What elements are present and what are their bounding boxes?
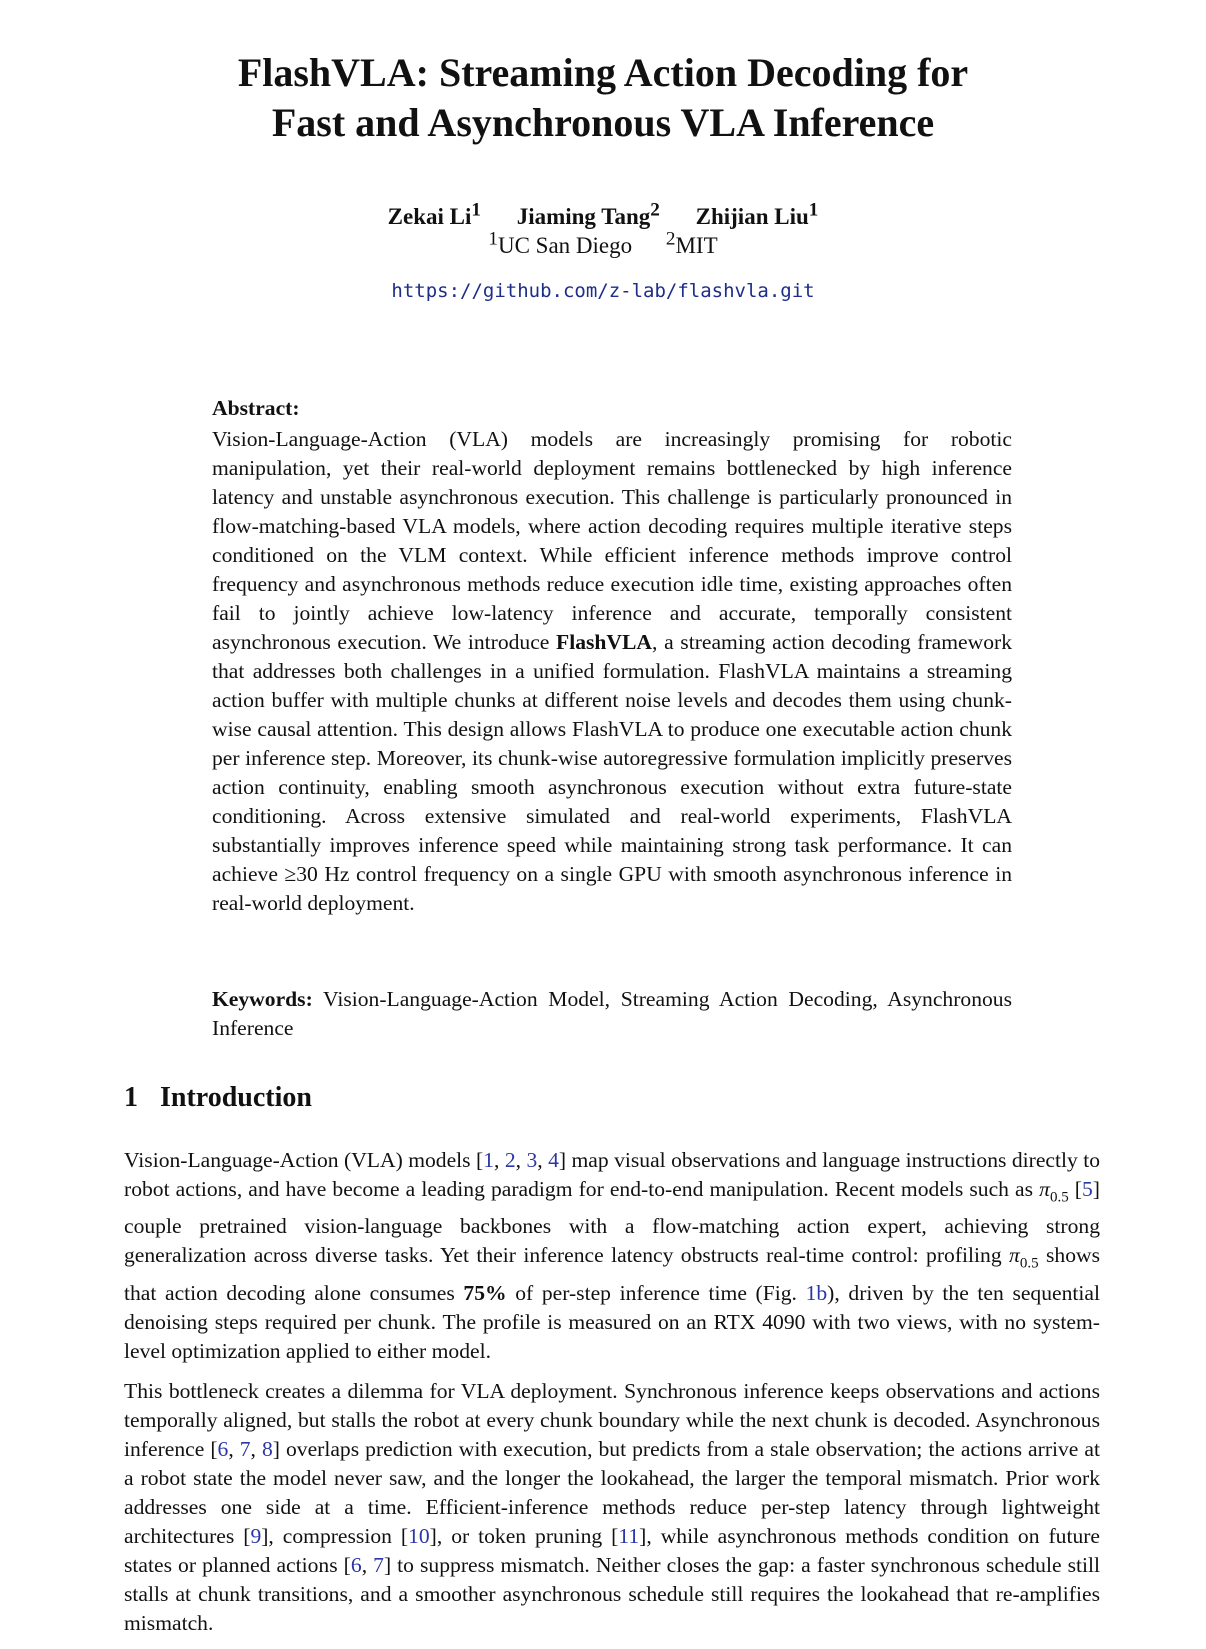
pi-symbol [1039, 1177, 1069, 1206]
pi-glyph: π [1039, 1177, 1050, 1201]
section-title: Introduction [160, 1082, 312, 1113]
section-number: 1 [124, 1082, 138, 1113]
citation-link[interactable]: 3 [526, 1148, 538, 1172]
citation-link[interactable]: 2 [504, 1148, 516, 1172]
keywords-label: Keywords: [212, 987, 313, 1011]
affiliation-name: UC San Diego [497, 232, 633, 258]
paragraph-text: ] to suppress mismatch. Neither closes the gap: a faster synchronous schedule still stalls at chunk transitions, and a smoother asynchronous schedule still requires the lookahead that re-amplifies mismatch. [124, 1552, 1100, 1635]
abstract-text [212, 425, 1012, 918]
citation-link[interactable]: 7 [373, 1552, 384, 1577]
pi-symbol [1009, 1243, 1039, 1272]
paragraph-text: of per-step inference time (Fig. [506, 1280, 806, 1305]
affiliation-list [120, 225, 1086, 260]
keywords-text: Vision-Language-Action Model, Streaming Action Decoding, Asynchronous Inference [212, 987, 1012, 1040]
figure-reference-link[interactable]: 1b [805, 1280, 828, 1305]
citation-link[interactable]: 9 [250, 1523, 262, 1548]
abstract-text-part: , a streaming action decoding framework that addresses both challenges in a unified formulation. FlashVLA maintains a streaming action buffer with multiple chunks at different noise levels and decodes them using chunk-wise causal attention. This design allows FlashVLA to produce one executable action chunk per inference step. Moreover, its chunk-wise autoregressive formulation implicitly preserves action continuity, enabling smooth asynchronous execution without extra future-state conditioning. Across extensive simulated and real-world experiments, FlashVLA substantially improves inference speed while maintaining strong task performance. It can achieve ≥30 Hz control frequency on a single GPU with smooth asynchronous inference in real-world deployment. [212, 630, 1012, 915]
citation-link[interactable]: 4 [548, 1148, 559, 1172]
paragraph-text: shows that action decoding alone consumes [124, 1243, 1100, 1305]
intro-paragraph-2: This bottleneck creates a dilemma for VLA deployment. Synchronous inference keeps observations and actions temporally aligned, but stalls the robot at every chunk boundary while the next chunk is decoded. Asynchronous inference [6, 7, 8] overlaps prediction with execution, but predicts from a stale observation; the actions arrive at a robot state the model never saw, and the longer the lookahead, the larger the temporal mismatch. Prior work addresses one side at a time. Efficient-inference methods reduce per-step latency through lightweight architectures [9], compression [10], or token pruning [11], while asynchronous methods condition on future states or planned actions [6, 7] to suppress mismatch. Neither closes the gap: a faster synchronous schedule still stalls at chunk transitions, and a smoother asynchronous schedule still requires the lookahead that re-amplifies mismatch. [124, 1378, 1101, 1635]
repository-link[interactable]: https://github.com/z-lab/flashvla.git [391, 280, 815, 302]
section-heading [124, 1082, 312, 1114]
citation-link[interactable]: 7 [239, 1436, 251, 1461]
affiliation-1 [488, 228, 633, 258]
pi-subscript: 0.5 [1019, 1255, 1039, 1272]
citation-link[interactable]: 1 [483, 1148, 494, 1172]
abstract-text-part: Vision-Language-Action (VLA) models are increasingly promising for robotic manipulation, yet their real-world deployment remains bottlenecked by high inference latency and unstable asynchronous execution. This challenge is particularly pronounced in flow-matching-based VLA models, where action decoding requires multiple iterative steps conditioned on the VLM context. While efficient inference methods improve control frequency and asynchronous methods reduce execution idle time, existing approaches often fail to jointly achieve low-latency inference and accurate, temporally consistent asynchronous execution. We introduce [212, 427, 1012, 654]
author-name: Zekai Li [387, 203, 472, 229]
paper-title [120, 48, 1086, 148]
abstract-method-name: FlashVLA [556, 630, 653, 654]
paragraph-text: ], compression [ [261, 1523, 409, 1548]
author-affiliation-mark: 1 [808, 199, 819, 220]
keywords [212, 985, 1012, 1043]
title-line-2: Fast and Asynchronous VLA Inference [271, 100, 935, 145]
introduction-body [124, 1146, 1100, 1649]
abstract-heading: Abstract: [212, 396, 300, 420]
author-affiliation-mark: 2 [650, 199, 660, 220]
paragraph-text: Vision-Language-Action (VLA) models [ [124, 1148, 484, 1172]
affiliation-number: 2 [665, 228, 676, 249]
author-affiliation-mark: 1 [471, 199, 481, 220]
paragraph-text: ] overlaps prediction with execution, but predicts from a stale observation; the actions arrive at a robot state the model never saw, and the longer the lookahead, the larger the temporal mismatch. Prior work addresses one side at a time. Efficient-inference methods reduce per-step latency through lightweight architectures [ [124, 1436, 1100, 1548]
paragraph-text: ] couple pretrained vision-language backbones with a flow-matching action expert, achieving strong generalization across diverse tasks. Yet their inference latency obstructs real-time control: profiling [124, 1177, 1100, 1268]
author-name: Zhijian Liu [695, 203, 809, 229]
citation-link[interactable]: 11 [618, 1523, 640, 1548]
citation-link[interactable]: 6 [217, 1436, 229, 1461]
citation-link[interactable]: 10 [408, 1523, 430, 1548]
pi-glyph: π [1009, 1243, 1020, 1268]
abstract-section [212, 394, 1012, 918]
highlight-percentage: 75% [463, 1280, 507, 1305]
paragraph-text: This bottleneck creates a dilemma for VLA deployment. Synchronous inference keeps observations and actions temporally aligned, but stalls the robot at every chunk boundary while the next chunk is decoded. Asynchronous inference [ [124, 1378, 1100, 1461]
citation-link[interactable]: 6 [350, 1552, 362, 1577]
paragraph-text: ), driven by the ten sequential denoising steps required per chunk. The profile is measured on an RTX 4090 with two views, with no system-level optimization applied to either model. [124, 1280, 1100, 1363]
affiliation-name: MIT [675, 232, 718, 258]
author-name: Jiaming Tang [516, 203, 651, 229]
paragraph-text: ], or token pruning [ [429, 1523, 619, 1548]
paragraph-text: ] map visual observations and language instructions directly to robot actions, and have become a leading paradigm for end-to-end manipulation. Recent models such as [124, 1148, 1101, 1201]
title-line-1: FlashVLA: Streaming Action Decoding for [237, 50, 969, 95]
citation-link[interactable]: 8 [261, 1436, 273, 1461]
citation-link[interactable]: 5 [1082, 1177, 1093, 1201]
affiliation-number: 1 [488, 228, 498, 249]
pi-subscript: 0.5 [1049, 1189, 1069, 1206]
affiliation-2 [665, 228, 718, 258]
intro-paragraph-1: Vision-Language-Action (VLA) models [1, 2, 3, 4] map visual observations and language instructions directly to robot actions, and have become a leading paradigm for end-to-end manipulation. Recent models such as $\pi_{0.5}$ [5] couple pretrained vision-language backbones with a flow-matching action expert, achieving strong generalization across diverse tasks. Yet their inference latency obstructs real-time control: profiling $\pi_{0.5}$ shows that action decoding alone consumes 75% of per-step inference time (Fig. 1b), driven by the ten sequential denoising steps required per chunk. The profile is measured on an RTX 4090 with two views, with no system-level optimization applied to either model. [124, 1148, 1101, 1363]
paragraph-text: ], while asynchronous methods condition on future states or planned actions [ [124, 1523, 1101, 1577]
